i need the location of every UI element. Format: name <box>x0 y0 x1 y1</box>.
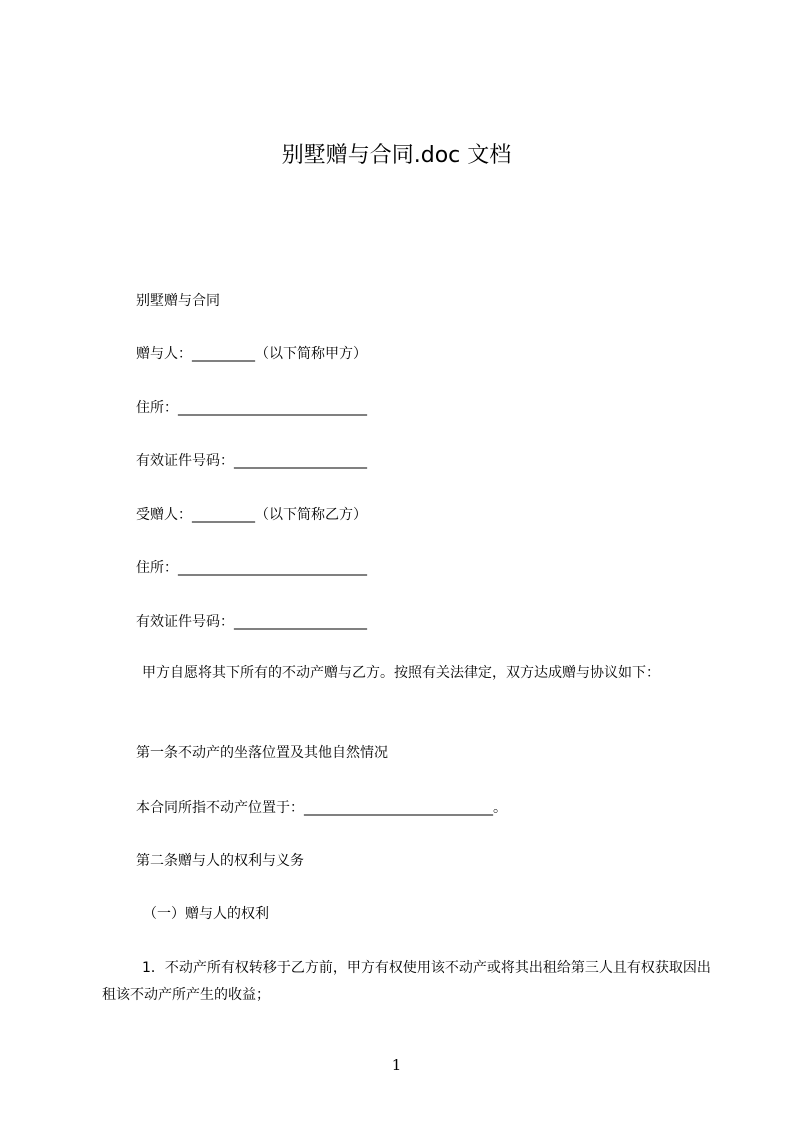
donee-line: 受赠人：_________（以下简称乙方） <box>136 507 367 523</box>
article-1-heading: 第一条不动产的坐落位置及其他自然情况 <box>136 745 388 761</box>
donee-id-line: 有效证件号码：___________________ <box>136 614 367 630</box>
article-2-item-1: 1．不动产所有权转移于乙方前，甲方有权使用该不动产或将其出租给第三人且有权获取因出租该不动产所产生的收益； <box>102 960 711 1003</box>
donor-address-line: 住所：___________________________ <box>136 400 367 416</box>
preamble-paragraph: 甲方自愿将其下所有的不动产赠与乙方。按照有关法律定，双方达成赠与协议如下： <box>142 665 660 681</box>
page-number: 1 <box>391 1056 402 1074</box>
donor-line: 赠与人：_________（以下简称甲方） <box>136 346 367 362</box>
document-title: 别墅赠与合同.doc 文档 <box>281 143 512 168</box>
article-1-location: 本合同所指不动产位置于：___________________________。 <box>136 800 507 816</box>
donee-address-line: 住所：___________________________ <box>136 560 367 576</box>
article-2-subheading: （一）赠与人的权利 <box>143 906 269 922</box>
donor-id-line: 有效证件号码：___________________ <box>136 453 367 469</box>
contract-heading: 别墅赠与合同 <box>136 293 220 309</box>
article-2-heading: 第二条赠与人的权利与义务 <box>136 853 304 869</box>
